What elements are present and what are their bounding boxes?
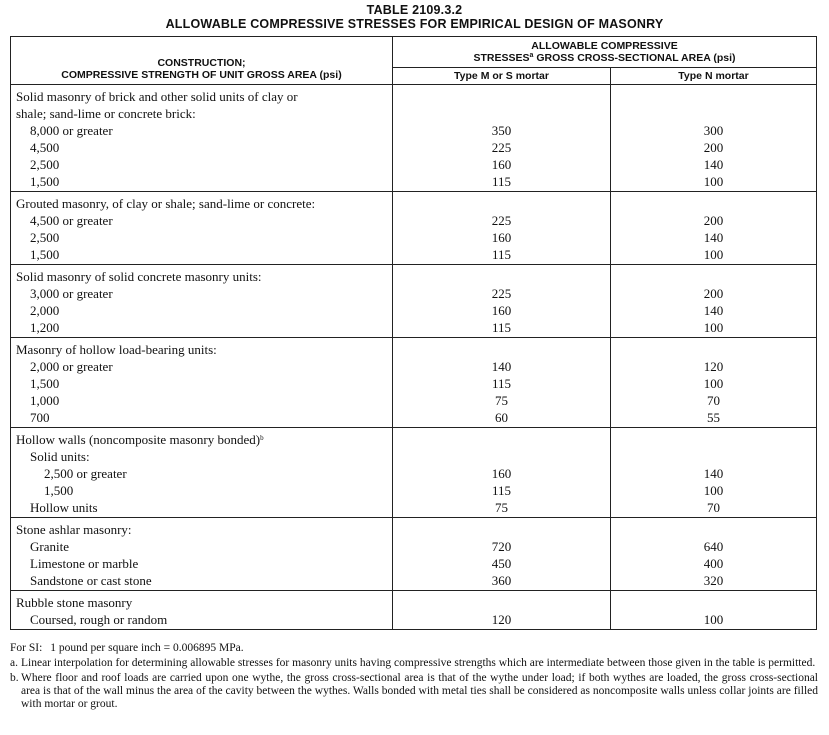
row-label: 2,500 or greater [44,466,127,481]
footnotes [10,642,818,711]
stress-table [10,36,817,630]
value-n: 140 [703,466,724,481]
value-n: 200 [703,140,724,155]
value-n: 400 [703,556,724,571]
section-heading: Grouted masonry, of clay or shale; sand-lime or concrete: [16,196,316,211]
table-number: TABLE 2109.3.2 [366,3,463,17]
section-values-n [611,428,817,518]
value-n: 140 [703,230,724,245]
value-n: 100 [703,483,724,498]
header-construction [11,37,393,85]
value-n: 140 [703,157,724,172]
section-labels [11,518,393,591]
section-values-m-s [393,591,611,630]
value-n: 200 [703,213,724,228]
section-values-n [611,265,817,338]
value-n: 100 [703,247,724,262]
row-label: 2,000 or greater [30,359,113,374]
section-values-m-s [393,85,611,192]
value-m-s: 350 [491,123,512,138]
row-label: 1,500 [30,174,60,189]
footnote-a-mark: a. [10,657,18,669]
section-heading-text: Hollow walls (noncomposite masonry bonded) [16,432,261,447]
section-labels [11,265,393,338]
value-m-s: 115 [491,247,512,262]
section-values-m-s [393,428,611,518]
section-values-n [611,591,817,630]
value-m-s: 225 [491,140,512,155]
section-heading [16,431,392,448]
table-section-grouted [11,192,817,265]
section-values-n [611,518,817,591]
row-label: 4,500 or greater [30,213,113,228]
section-labels [11,192,393,265]
row-label: Sandstone or cast stone [30,573,152,588]
section-values-m-s [393,192,611,265]
section-values-m-s [393,518,611,591]
section-values-m-s [393,338,611,428]
row-label: 1,500 [30,247,60,262]
value-n: 55 [707,410,720,425]
section-heading: Stone ashlar masonry: [16,522,132,537]
value-n: 200 [703,286,724,301]
footnote-a-text: Linear interpolation for determining allowable stresses for masonry units having compressive strengths which are intermediate between those given in the table is permitted. [21,657,816,669]
row-label: 4,500 [30,140,60,155]
value-m-s: 140 [491,359,512,374]
footnote-b-mark: b. [10,672,19,684]
row-label: 1,200 [30,320,60,335]
section-labels [11,338,393,428]
section-values-n [611,338,817,428]
value-m-s: 720 [491,539,512,554]
header-allowable [393,37,817,68]
row-label: Granite [30,539,69,554]
value-m-s: 60 [495,410,508,425]
value-m-s: 115 [491,376,512,391]
footnote-a [10,657,818,670]
section-labels [11,85,393,192]
section-heading: Masonry of hollow load-bearing units: [16,342,217,357]
header-type-m-s: Type M or S mortar [393,68,611,85]
value-m-s: 360 [491,573,512,588]
table-section-hollow-walls [11,428,817,518]
value-m-s: 120 [491,612,512,627]
value-n: 70 [707,500,720,515]
row-label: 700 [30,410,50,425]
sub-heading: Solid units: [30,449,90,464]
row-label: 3,000 or greater [30,286,113,301]
value-m-s: 225 [491,213,512,228]
row-label: 8,000 or greater [30,123,113,138]
section-heading: Rubble stone masonry [16,595,133,610]
value-m-s: 225 [491,286,512,301]
row-label: 1,500 [30,376,60,391]
row-label: Coursed, rough or random [30,612,168,627]
value-m-s: 75 [495,500,508,515]
table-section-rubble-stone [11,591,817,630]
value-m-s: 115 [491,320,512,335]
footnote-si [10,642,818,655]
header-allowable-line2 [393,52,816,64]
value-n: 320 [703,573,724,588]
section-labels [11,428,393,518]
footnote-b [10,672,818,711]
row-label: Hollow units [30,500,98,515]
section-heading: Solid masonry of solid concrete masonry units: [16,269,262,284]
section-labels [11,591,393,630]
value-m-s: 160 [491,303,512,318]
value-m-s: 75 [495,393,508,408]
row-label: 2,000 [30,303,60,318]
value-n: 640 [703,539,724,554]
header-allowable-line1: ALLOWABLE COMPRESSIVE [531,40,678,52]
value-m-s: 160 [491,466,512,481]
footnote-si-label: For SI: [10,642,43,654]
value-n: 100 [703,376,724,391]
section-values-n [611,85,817,192]
value-n: 100 [703,612,724,627]
value-n: 70 [707,393,720,408]
value-m-s: 115 [491,174,512,189]
value-n: 140 [703,303,724,318]
header-type-n: Type N mortar [611,68,817,85]
footnote-si-text: 1 pound per square inch = 0.006895 MPa. [50,642,244,654]
row-label: 2,500 [30,230,60,245]
table-section-solid-concrete [11,265,817,338]
section-values-m-s [393,265,611,338]
value-n: 100 [703,174,724,189]
row-label: 2,500 [30,157,60,172]
header-allowable-pre: STRESSES [473,52,530,64]
row-label: Limestone or marble [30,556,139,571]
value-n: 300 [703,123,724,138]
table-section-solid-brick [11,85,817,192]
row-label: 1,000 [30,393,60,408]
table-caption: ALLOWABLE COMPRESSIVE STRESSES FOR EMPIRICAL DESIGN OF MASONRY [165,17,664,31]
header-construction-line2: COMPRESSIVE STRENGTH OF UNIT GROSS AREA (psi) [61,69,342,81]
table-section-stone-ashlar [11,518,817,591]
value-n: 100 [703,320,724,335]
section-heading: shale; sand-lime or concrete brick: [16,106,196,121]
table-title [0,0,829,31]
header-allowable-post: GROSS CROSS-SECTIONAL AREA (psi) [533,52,736,64]
value-n: 120 [703,359,724,374]
footnote-b-text: Where floor and roof loads are carried upon one wythe, the gross cross-sectional area is that of the wythe under load; if both wythes are loaded, the gross cross-sectional area is that of the wall minus the area of the cavity between the wythes. Walls bonded with metal ties shall be considered as noncomposite walls unless collar joints are filled with mortar or grout. [21,672,818,710]
footnote-ref-a: a [529,52,534,59]
value-m-s: 450 [491,556,512,571]
section-heading: Solid masonry of brick and other solid units of clay or [16,89,298,104]
footnote-ref-b: b [260,434,264,442]
value-m-s: 115 [491,483,512,498]
header-construction-line1: CONSTRUCTION; [157,57,246,69]
value-m-s: 160 [491,230,512,245]
value-m-s: 160 [491,157,512,172]
section-values-n [611,192,817,265]
row-label: 1,500 [44,483,74,498]
table-section-hollow-load-bearing [11,338,817,428]
